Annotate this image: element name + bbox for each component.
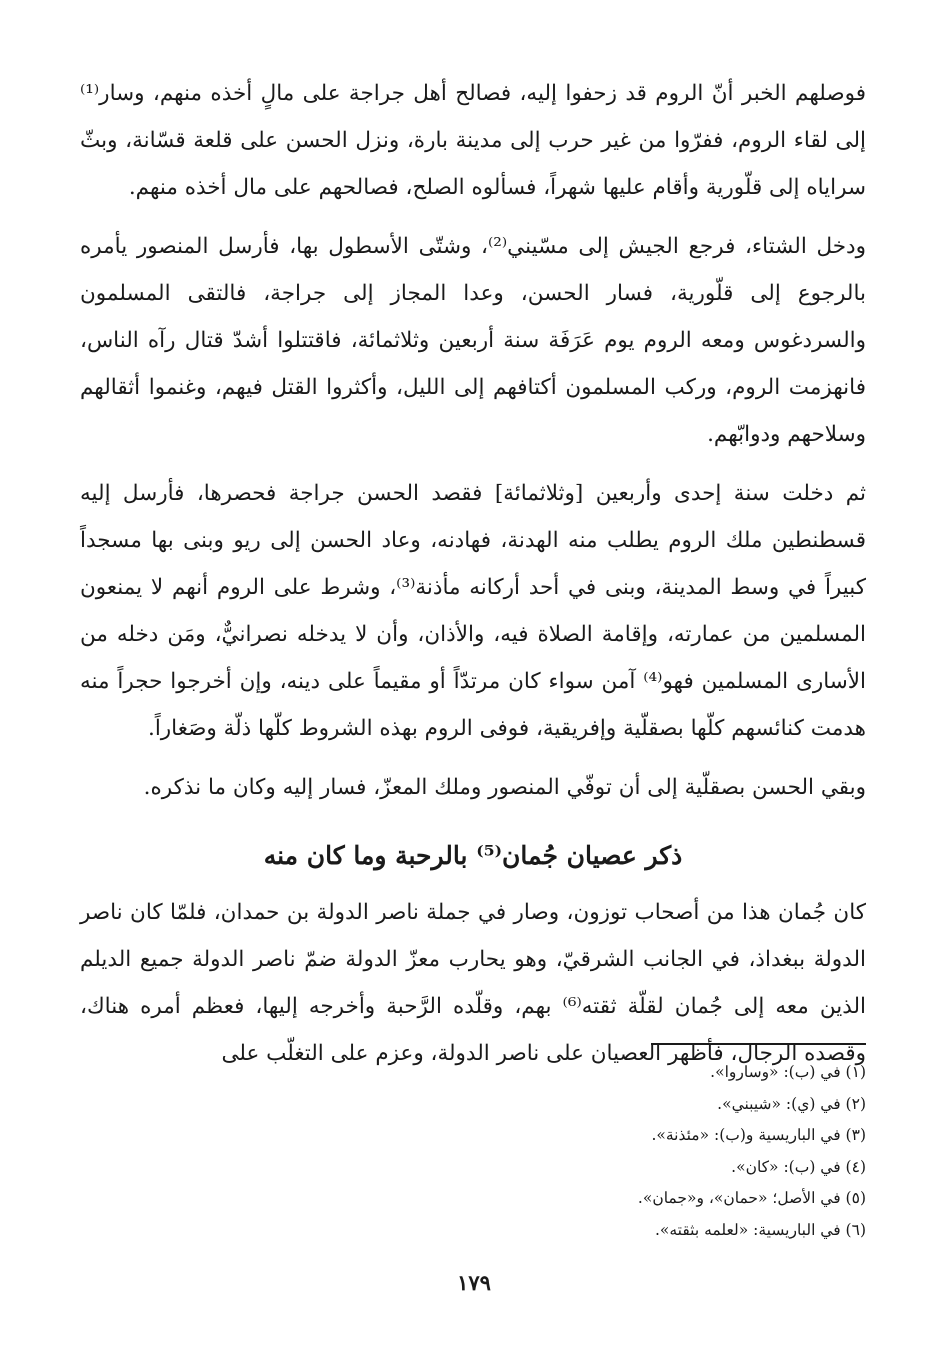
paragraph-3: ثم دخلت سنة إحدى وأربعين [وثلاثمائة] فقصد الحسن جراجة فحصرها، فأرسل إليه قسطنطين ملك الروم يطلب منه الهدنة، فهادنه، وعاد الحسن إلى ريو وبنى بها مسجداً كبيراً في وسط المدينة، وبنى في أحد أركانه مأذنة⁽³⁾، وشرط على الروم أنهم لا يمنعون المسلمين من عمارته، وإقامة الصلاة فيه، والأذان، وأن لا يدخله نصرانيٌّ، ومَن دخله من الأسارى المسلمين فهو⁽⁴⁾ آمن سواء كان مرتدّاً أو مقيماً على دينه، وإن أخرجوا حجراً منه هدمت كنائسهم كلّها بصقلّية وإفريقية، فوفى الروم بهذه الشروط كلّها ذلّة وصَغاراً.	[80, 481, 866, 741]
main-text	[80, 70, 866, 1077]
footnote-4: (٤) في (ب): «كان».	[731, 1157, 866, 1176]
footnote-1: (١) في (ب): «وساروا».	[710, 1063, 866, 1081]
footnote-3: (٣) في الباريسية و(ب): «مئذنة».	[651, 1126, 866, 1144]
footnote-5: (٥) في الأصل؛ «حمان»، و«جمان».	[637, 1189, 866, 1207]
paragraph-4: وبقي الحسن بصقلّية إلى أن توفّي المنصور وملك المعزّ، فسار إليه وكان ما نذكره.	[143, 775, 866, 800]
page-number: ١٧٩	[457, 1270, 491, 1295]
paragraph-2: ودخل الشتاء، فرجع الجيش إلى مسّيني⁽²⁾، وشتّى الأسطول بها، فأرسل المنصور يأمره بالرجوع إلى قلّورية، فسار الحسن، وعدا المجاز إلى جراجة، فالتقى المسلمون والسردغوس ومعه الروم يوم عَرَفَة سنة أربعين وثلاثمائة، فاقتتلوا أشدّ قتال رآه الناس، فانهزمت الروم، وركب المسلمون أكتافهم إلى الليل، وأكثروا القتل فيهم، وغنموا أثقالهم وسلاحهم ودوابّهم.	[80, 234, 867, 447]
paragraph-5: كان جُمان هذا من أصحاب توزون، وصار في جملة ناصر الدولة بن حمدان، فلمّا كان ناصر الدولة ببغداذ، في الجانب الشرقيّ، وهو يحارب معزّ الدولة ضمّ ناصر الدولة جميع الديلم الذين معه إلى جُمان لقلّة ثقته⁽⁶⁾ بهم، وقلّده الرَّحبة وأخرجه إليها، فعظم أمره هناك، وقصده الرجال، فأظهر العصيان على ناصر الدولة، وعزم على التغلّب على	[80, 900, 866, 1066]
section-heading: ذكر عصيان جُمان⁽⁵⁾ بالرحبة وما كان منه	[263, 841, 683, 870]
footnote-divider	[651, 1043, 866, 1045]
footnote-6: (٦) في الباريسية: «لعلمه بثقته».	[654, 1220, 866, 1239]
footnotes	[80, 1057, 866, 1246]
footnote-2: (٢) في (ي): «شيبني».	[717, 1094, 866, 1113]
paragraph-1: فوصلهم الخبر أنّ الروم قد زحفوا إليه، فصالح أهل جراجة على مالٍ أخذه منهم، وسار⁽¹⁾ إلى لقاء الروم، ففرّوا من غير حرب إلى مدينة بارة، ونزل الحسن على قلعة قسّانة، وبثّ سراياه إلى قلّورية وأقام عليها شهراً، فسألوه الصلح، فصالحهم على مال أخذه منهم.	[80, 81, 866, 200]
